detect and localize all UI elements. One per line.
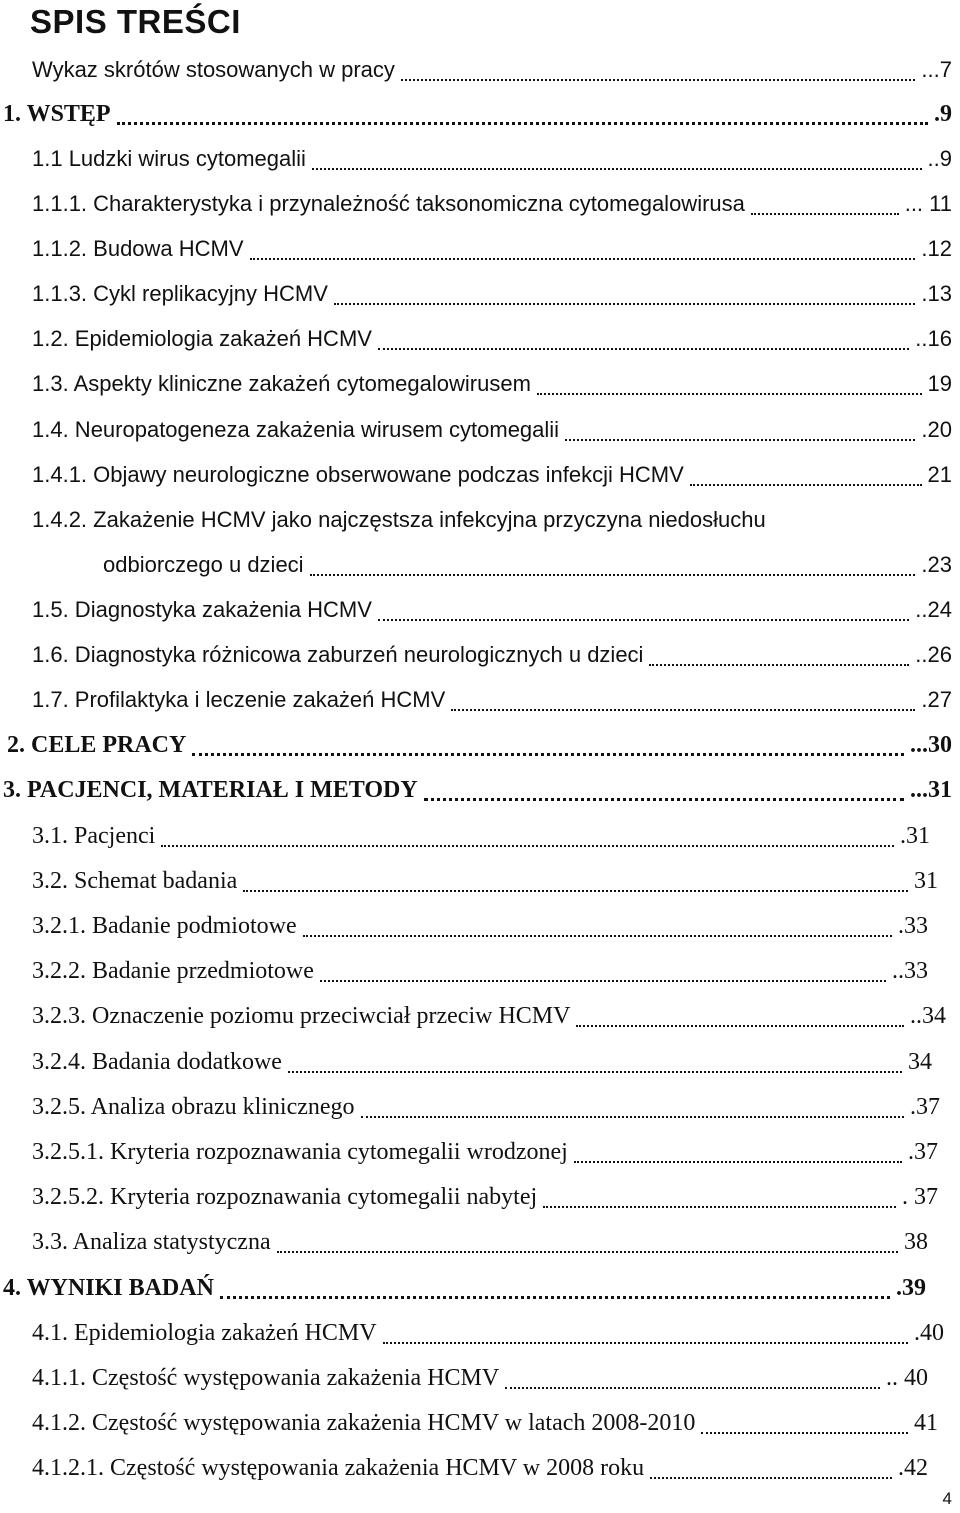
toc-entry-label: 1.7. Profilaktyka i leczenie zakażeń HCMV	[32, 687, 446, 712]
toc-entry-label: 4.1.1. Częstość występowania zakażenia HCMV	[32, 1365, 500, 1391]
dot-leader	[451, 709, 915, 711]
toc-entry-label: 1.2. Epidemiologia zakażeń HCMV	[32, 326, 372, 351]
toc-entry-label: 1.1 Ludzki wirus cytomegalii	[32, 146, 306, 171]
toc-entry[interactable]	[103, 543, 952, 587]
toc-entry-page: 19	[927, 371, 952, 396]
toc-entry-page: ..16	[915, 326, 952, 351]
toc-entry-page: .37	[908, 1139, 938, 1165]
toc-entry[interactable]	[32, 814, 930, 858]
dot-leader	[312, 168, 922, 170]
toc-entry-label: 1.4.2. Zakażenie HCMV jako najczęstsza infekcyjna przyczyna niedosłuchu	[32, 507, 766, 532]
page-title: SPIS TREŚCI	[30, 3, 241, 40]
toc-chapter[interactable]	[3, 1266, 926, 1310]
toc-entry-label: odbiorczego u dzieci	[103, 552, 304, 577]
toc-entry-page: 41	[914, 1410, 938, 1436]
toc-entry-page: .40	[914, 1320, 944, 1346]
dot-leader	[243, 890, 908, 892]
toc-chapter[interactable]	[3, 92, 952, 136]
toc-entry-page: 38	[904, 1229, 928, 1255]
toc-entry-page: ...31	[910, 777, 952, 803]
toc-entry[interactable]	[32, 272, 952, 316]
toc-entry[interactable]	[32, 408, 952, 452]
toc-entry-label: 4.1.2. Częstość występowania zakażenia HCMV w latach 2008-2010	[32, 1410, 696, 1436]
toc-entry-page: ...30	[910, 732, 952, 758]
dot-leader	[650, 1477, 892, 1479]
toc-entry-label: 3.2.5.2. Kryteria rozpoznawania cytomegalii nabytej	[32, 1184, 538, 1210]
dot-leader	[192, 753, 904, 756]
toc-entry-label: 1.4.1. Objawy neurologiczne obserwowane podczas infekcji HCMV	[32, 462, 684, 487]
toc-entry-page: ..24	[915, 597, 952, 622]
toc-entry-page: ..26	[915, 642, 952, 667]
toc-entry[interactable]	[32, 1085, 940, 1129]
dot-leader	[505, 1387, 880, 1389]
dot-leader	[751, 213, 899, 215]
dot-leader	[565, 439, 915, 441]
toc-entry-label: 1.3. Aspekty kliniczne zakażeń cytomegalowirusem	[32, 371, 531, 396]
toc-entry-label: 1.4. Neuropatogeneza zakażenia wirusem cytomegalii	[32, 417, 560, 442]
dot-leader	[378, 619, 909, 621]
toc-entry[interactable]	[32, 1220, 928, 1264]
dot-leader	[334, 303, 916, 305]
dot-leader	[361, 1116, 904, 1118]
toc-entry[interactable]	[32, 904, 928, 948]
toc-entry-label: 3.2.5. Analiza obrazu klinicznego	[32, 1094, 355, 1120]
dot-leader	[378, 348, 909, 350]
toc-entry[interactable]	[32, 1130, 938, 1174]
toc-entry-label: 3.2.1. Badanie podmiotowe	[32, 913, 297, 939]
dot-leader	[303, 935, 892, 937]
toc-entry-page: ..9	[927, 146, 952, 171]
toc-entry-page: ...7	[921, 57, 952, 82]
toc-entry-page: .. 40	[886, 1365, 928, 1391]
toc-entry-label: 4.1.2.1. Częstość występowania zakażenia HCMV w 2008 roku	[32, 1455, 645, 1481]
toc-entry-page: ..34	[910, 1003, 946, 1029]
toc-entry[interactable]	[32, 994, 946, 1038]
toc-entry[interactable]	[32, 48, 952, 92]
toc-entry[interactable]	[32, 182, 952, 226]
toc-entry-label: 1.1.1. Charakterystyka i przynależność taksonomiczna cytomegalowirusa	[32, 191, 745, 216]
toc-entry-label: Wykaz skrótów stosowanych w pracy	[32, 57, 395, 82]
dot-leader	[220, 1296, 890, 1299]
toc-entry[interactable]	[32, 633, 952, 677]
toc-entry-page: . 37	[902, 1184, 938, 1210]
toc-entry-label: 3.2.4. Badania dodatkowe	[32, 1049, 282, 1075]
toc-entry-page: .13	[921, 281, 952, 306]
dot-leader	[320, 980, 886, 982]
toc-entry-label: 3.3. Analiza statystyczna	[32, 1229, 271, 1255]
toc-entry-label: 3.2. Schemat badania	[32, 868, 238, 894]
toc-entry[interactable]	[32, 1401, 938, 1445]
toc-entry-page: .37	[910, 1094, 940, 1120]
toc-entry-label: 1.1.2. Budowa HCMV	[32, 236, 244, 261]
toc-entry[interactable]	[32, 1356, 928, 1400]
toc-entry[interactable]	[32, 859, 938, 903]
toc-entry-label: 3.2.5.1. Kryteria rozpoznawania cytomegalii wrodzonej	[32, 1139, 568, 1165]
toc-entry-page: .20	[921, 417, 952, 442]
toc-entry-label: 3.2.3. Oznaczenie poziomu przeciwciał przeciw HCMV	[32, 1003, 571, 1029]
dot-leader	[310, 574, 916, 576]
toc-entry-label: 1.1.3. Cykl replikacyjny HCMV	[32, 281, 328, 306]
page-number: 4	[942, 1489, 952, 1508]
toc-entry[interactable]	[32, 1311, 944, 1355]
toc-chapter[interactable]	[3, 768, 952, 812]
toc-entry[interactable]	[32, 137, 952, 181]
toc-entry[interactable]	[32, 1040, 932, 1084]
toc-entry-page: .9	[934, 101, 952, 127]
dot-leader	[537, 393, 922, 395]
toc-entry[interactable]	[32, 317, 952, 361]
toc-entry[interactable]	[32, 1175, 938, 1219]
dot-leader	[701, 1432, 908, 1434]
toc-entry-page: 21	[927, 462, 952, 487]
toc-entry-page: .27	[921, 687, 952, 712]
toc-entry[interactable]	[32, 453, 952, 497]
toc-entry-label: 1. WSTĘP	[3, 101, 111, 127]
toc-entry[interactable]	[32, 588, 952, 632]
toc-entry-label: 3. PACJENCI, MATERIAŁ I METODY	[3, 777, 418, 803]
dot-leader	[288, 1071, 902, 1073]
dot-leader	[543, 1206, 896, 1208]
toc-entry-label: 4.1. Epidemiologia zakażeń HCMV	[32, 1320, 377, 1346]
toc-entry-label: 2. CELE PRACY	[7, 732, 187, 758]
dot-leader	[383, 1342, 908, 1344]
toc-entry-page: 31	[914, 868, 938, 894]
toc-entry-page: .33	[898, 913, 928, 939]
toc-entry[interactable]	[32, 949, 928, 993]
toc-entry-label: 3.2.2. Badanie przedmiotowe	[32, 958, 314, 984]
toc-entry[interactable]	[32, 227, 952, 271]
toc-entry-label: 1.5. Diagnostyka zakażenia HCMV	[32, 597, 372, 622]
dot-leader	[250, 258, 916, 260]
dot-leader	[161, 845, 894, 847]
dot-leader	[401, 79, 916, 81]
toc-entry-page: 34	[908, 1049, 932, 1075]
toc-entry-label: 3.1. Pacjenci	[32, 823, 156, 849]
dot-leader	[690, 484, 922, 486]
dot-leader	[424, 798, 904, 801]
dot-leader	[117, 122, 928, 125]
toc-entry[interactable]	[32, 362, 952, 406]
dot-leader	[574, 1161, 902, 1163]
toc-entry-page: .31	[900, 823, 930, 849]
dot-leader	[277, 1251, 898, 1253]
toc-chapter[interactable]	[7, 723, 952, 767]
toc-entry-page: ..33	[892, 958, 928, 984]
toc-entry[interactable]	[32, 1446, 928, 1490]
toc-entry-page: .42	[898, 1455, 928, 1481]
toc-entry-page: .12	[921, 236, 952, 261]
toc-entry-page: ... 11	[904, 191, 952, 216]
toc-entry	[32, 498, 766, 542]
toc-entry[interactable]	[32, 678, 952, 722]
toc-entry-page: .39	[896, 1275, 926, 1301]
toc-entry-label: 4. WYNIKI BADAŃ	[3, 1275, 214, 1301]
toc-entry-page: .23	[921, 552, 952, 577]
dot-leader	[576, 1025, 904, 1027]
dot-leader	[649, 664, 909, 666]
toc-entry-label: 1.6. Diagnostyka różnicowa zaburzeń neurologicznych u dzieci	[32, 642, 644, 667]
